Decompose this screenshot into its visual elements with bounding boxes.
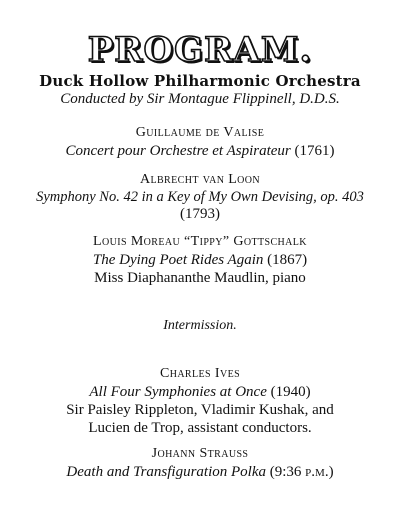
orchestra-name: Duck Hollow Philharmonic Orchestra	[39, 72, 361, 90]
program-title: PROGRAM.	[87, 30, 313, 70]
work-year: (1940)	[270, 384, 311, 400]
composer-name: Louis Moreau “Tippy” Gottschalk	[93, 234, 307, 249]
work-title: Symphony No. 42 in a Key of My Own Devising, op. 403	[36, 189, 364, 205]
piece-entry	[0, 384, 400, 401]
composer-name: Johann Strauss	[151, 446, 249, 461]
composer-name: Charles Ives	[159, 366, 241, 381]
intermission-line: Intermission.	[163, 318, 237, 333]
work-year: (1761)	[294, 143, 335, 159]
work-title: Concert pour Orchestre et Aspirateur	[65, 143, 291, 159]
work-title: The Dying Poet Rides Again	[92, 252, 264, 268]
performance-time: (9:36 p.m.)	[269, 464, 334, 480]
piece-entry	[0, 464, 400, 481]
assistants-line: Sir Paisley Rippleton, Vladimir Kushak, and	[66, 402, 334, 418]
performer-line: Miss Diaphananthe Maudlin, piano	[94, 270, 306, 286]
work-year: (1867)	[267, 252, 308, 268]
assistants-line: Lucien de Trop, assistant conductors.	[88, 420, 312, 436]
work-title: All Four Symphonies at Once	[89, 384, 267, 400]
conductor-line: Conducted by Sir Montague Flippinell, D.D.S.	[60, 91, 340, 107]
composer-name: Guillaume de Valise	[135, 125, 265, 140]
composer-name: Albrecht van Loon	[139, 172, 261, 187]
piece-entry	[0, 252, 400, 269]
work-year: (1793)	[180, 206, 220, 222]
work-title: Death and Transfiguration Polka	[66, 464, 266, 480]
piece-entry	[0, 143, 400, 160]
